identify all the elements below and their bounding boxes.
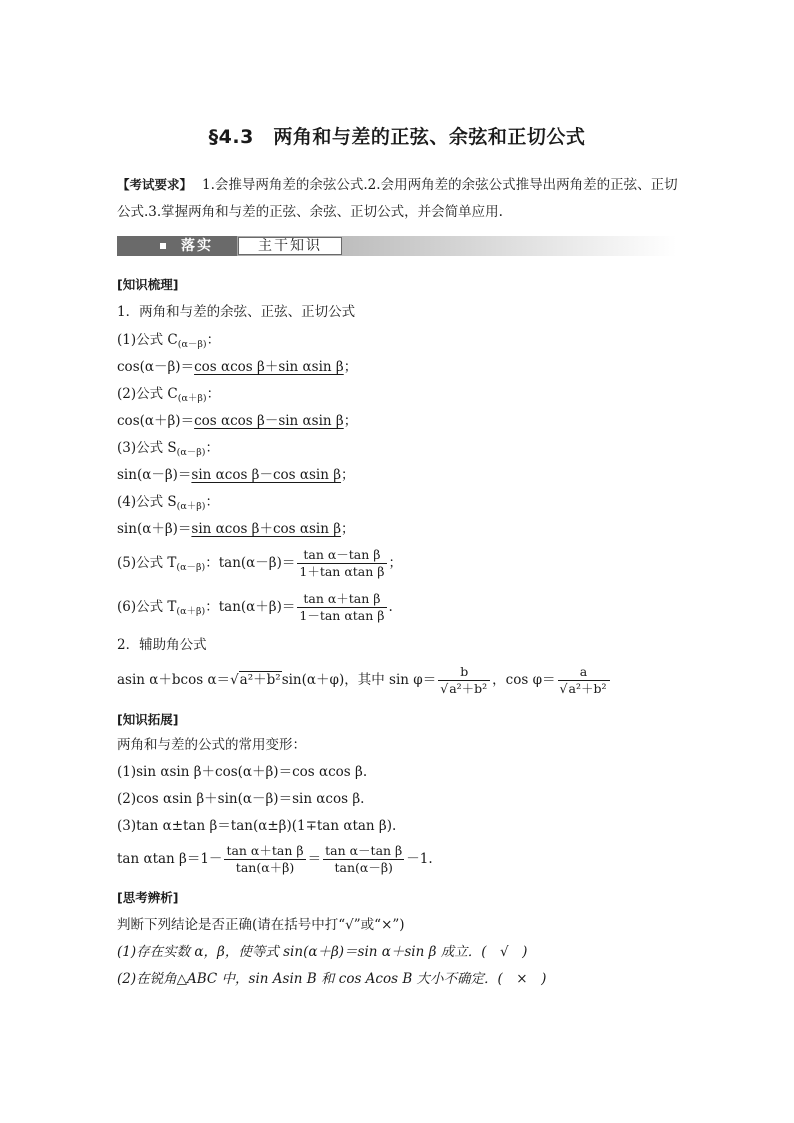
f4-lhs: sin(α＋β)＝	[117, 521, 192, 537]
f2-end: ；	[343, 413, 358, 429]
f6-den: 1－tan αtan β	[299, 608, 385, 623]
question-1: (1)存在实数 α，β，使等式 sin(α＋β)＝sin α＋sin β 成立．( √ )	[117, 944, 528, 960]
ext4-num-2: tan α－tan β	[325, 843, 403, 858]
f6-num: tan α＋tan β	[303, 591, 381, 606]
f3-lhs: sin(α－β)＝	[117, 467, 192, 483]
f4-tail: ：	[205, 494, 219, 510]
ext4-eq: ＝	[307, 851, 322, 867]
f4-rhs: sin αcos β＋cos αsin β	[191, 521, 342, 537]
heading-2: 2．辅助角公式	[117, 637, 207, 653]
f6-end: .	[388, 599, 393, 615]
f6-lhs: ：tan(α＋β)＝	[205, 599, 296, 615]
f2-label: (2)公式 C	[117, 386, 178, 402]
aux-den-2: √a²＋b²	[558, 680, 610, 697]
requirement-text: 1.会推导两角差的余弦公式.2.会用两角差的余弦公式推导出两角差的正弦、正切公式.3.掌握两角和与差的正弦、余弦、正切公式，并会简单应用.	[117, 177, 678, 220]
aux-b: sin(α＋φ)，其中 sin φ＝	[281, 672, 437, 688]
formula-1-label	[117, 331, 220, 351]
extension-intro: 两角和与差的公式的常用变形：	[117, 737, 306, 753]
f5-sub: (α－β)	[176, 562, 206, 573]
section-thinking: [思考辨析]	[117, 890, 179, 905]
judge-intro: 判断下列结论是否正确(请在括号中打“√”或“×”)	[117, 917, 405, 933]
aux-num-1: b	[460, 664, 469, 679]
f2-tail: ：	[206, 386, 221, 402]
aux-a: asin α＋bcos α＝	[117, 672, 231, 688]
f1-sub: (α－β)	[177, 339, 207, 350]
f1-lhs: cos(α－β)＝	[117, 359, 195, 375]
f4-sub: (α＋β)	[176, 501, 206, 512]
extension-1: (1)sin αsin β＋cos(α＋β)＝cos αcos β.	[117, 764, 368, 780]
ext4-fraction-1	[224, 843, 305, 876]
f1-end: ；	[343, 359, 358, 375]
f3-tail: ：	[205, 440, 219, 456]
f1-tail: ：	[206, 332, 221, 348]
extension-4	[117, 843, 433, 876]
formula-3	[117, 466, 355, 484]
ext4-fraction-2	[323, 843, 404, 876]
f5-lhs: ：tan(α－β)＝	[205, 555, 296, 571]
formula-2	[117, 412, 357, 430]
aux-radical: a²＋b²	[239, 672, 281, 688]
formula-2-label	[117, 385, 220, 405]
aux-fraction-1	[438, 664, 490, 697]
f2-rhs: cos αcos β－sin αsin β	[194, 413, 344, 429]
ext4-a: tan αtan β＝1－	[117, 851, 223, 867]
ext4-den-1: tan(α＋β)	[224, 859, 305, 876]
page-title: §4.3 两角和与差的正弦、余弦和正切公式	[208, 126, 586, 148]
extension-2: (2)cos αsin β＋sin(α－β)＝sin αcos β.	[117, 791, 365, 807]
aux-fraction-2	[558, 664, 610, 697]
formula-3-label	[117, 439, 219, 459]
requirement-label: 【考试要求】	[117, 177, 193, 192]
f5-num: tan α－tan β	[303, 547, 381, 562]
auxiliary-formula: asin α＋bcos α＝√a²＋b²sin(α＋φ)，其中 sin φ＝ $\frac{b}{\text{√a²＋b²}}$ ，cos φ＝ $\frac{a}{\text{√a²＋b²}}$	[117, 664, 612, 697]
ext4-den-2: tan(α－β)	[323, 859, 404, 876]
f5-den: 1＋tan αtan β	[299, 564, 385, 579]
f4-label: (4)公式 S	[117, 494, 177, 510]
f4-end: ；	[341, 521, 355, 537]
extension-3: (3)tan α±tan β＝tan(α±β)(1∓tan αtan β).	[117, 818, 397, 834]
aux-c: ，cos φ＝	[492, 672, 556, 688]
section-banner	[117, 236, 677, 256]
banner-dark-tab	[117, 236, 237, 256]
f3-sub: (α－β)	[176, 447, 206, 458]
f1-rhs: cos αcos β＋sin αsin β	[194, 359, 344, 375]
f5-label: (5)公式 T	[117, 555, 177, 571]
formula-4	[117, 520, 355, 538]
formula-5	[117, 547, 402, 580]
aux-den-1-rad: a²＋b²	[449, 681, 488, 696]
f2-sub: (α＋β)	[177, 393, 207, 404]
f1-label: (1)公式 C	[117, 332, 178, 348]
square-bullet-icon	[160, 243, 166, 249]
formula-1	[117, 358, 357, 376]
banner-box-label: 主干知识	[238, 237, 342, 255]
exam-requirement	[117, 171, 680, 226]
banner-dark-label: 落实	[181, 238, 213, 254]
f3-rhs: sin αcos β－cos αsin β	[191, 467, 342, 483]
question-2: (2)在锐角△ABC 中，sin Asin B 和 cos Acos B 大小不确定．( × )	[117, 971, 547, 987]
aux-num-2: a	[579, 664, 588, 679]
ext4-num-1: tan α＋tan β	[226, 843, 304, 858]
heading-1: 1．两角和与差的余弦、正弦、正切公式	[117, 304, 356, 320]
f3-label: (3)公式 S	[117, 440, 177, 456]
formula-4-label	[117, 493, 219, 513]
formula-6	[117, 591, 393, 624]
section-extension: [知识拓展]	[117, 712, 179, 727]
f3-end: ；	[341, 467, 355, 483]
aux-den-2-rad: a²＋b²	[568, 681, 607, 696]
f5-end: ；	[388, 555, 402, 571]
f6-sub: (α＋β)	[176, 606, 206, 617]
f6-label: (6)公式 T	[117, 599, 177, 615]
ext4-end: －1.	[406, 851, 433, 867]
f5-fraction	[297, 547, 386, 580]
f6-fraction	[297, 591, 386, 624]
section-knowledge: [知识梳理]	[117, 277, 179, 292]
aux-den-1: √a²＋b²	[438, 680, 490, 697]
f2-lhs: cos(α＋β)＝	[117, 413, 195, 429]
